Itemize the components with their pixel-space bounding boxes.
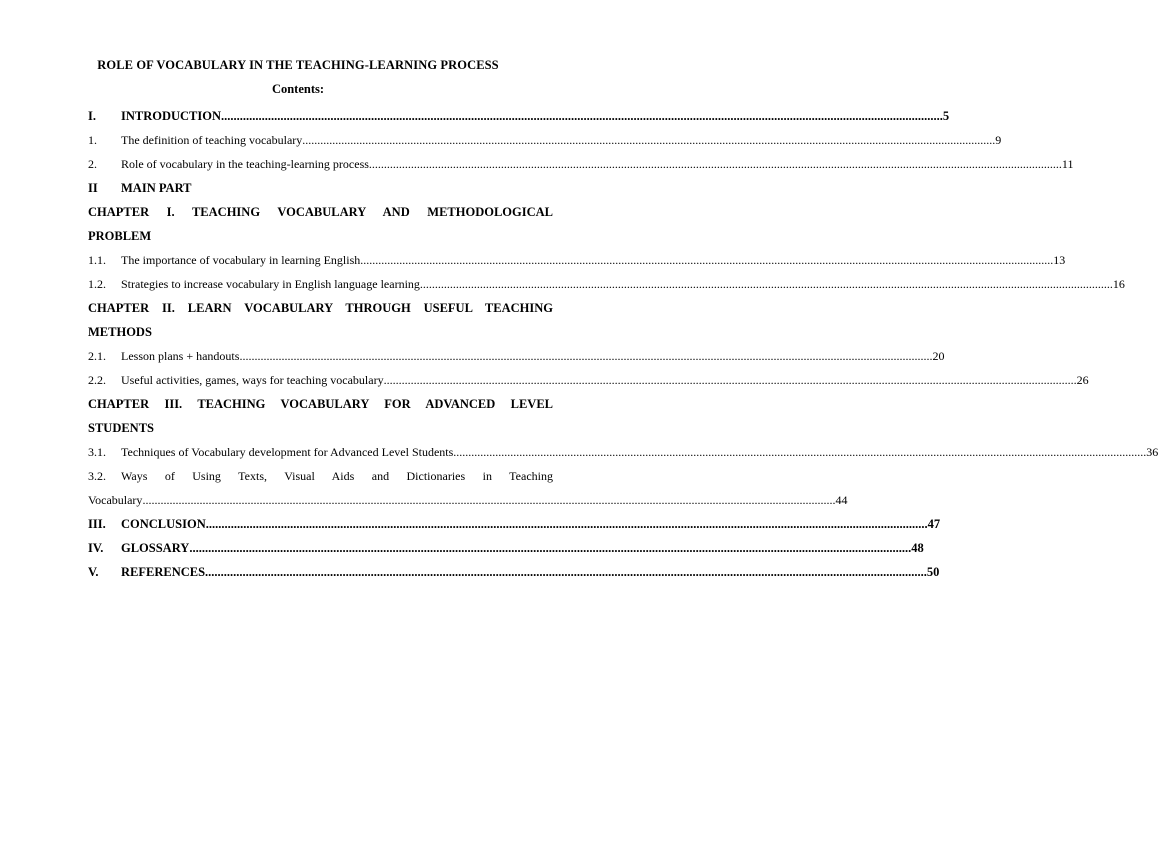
toc-number: 2. <box>88 157 97 171</box>
toc-label: Role of vocabulary in the teaching-learning process <box>121 157 369 171</box>
toc-number: III. <box>88 517 106 531</box>
toc-page-number: 13 <box>1053 253 1066 267</box>
toc-page-number: 44 <box>835 493 848 507</box>
toc-entry-role[interactable] <box>88 152 1074 176</box>
toc-leader-dots <box>206 512 928 536</box>
toc-leader-dots <box>189 536 911 560</box>
toc-leader-dots <box>360 248 1053 272</box>
toc-number: 1.1. <box>88 253 106 267</box>
toc-number: I. <box>88 109 96 123</box>
toc-label: INTRODUCTION <box>121 109 222 123</box>
chapter-title-line: CHAPTER III. TEACHING VOCABULARY FOR ADVANCED LEVEL <box>88 397 553 411</box>
toc-entry-importance[interactable] <box>88 248 1066 272</box>
toc-page-number: 5 <box>942 109 950 123</box>
document-title: ROLE OF VOCABULARY IN THE TEACHING-LEARNING PROCESS <box>97 58 499 72</box>
toc-number: 1.2. <box>88 277 106 291</box>
toc-label: Lesson plans + handouts <box>121 349 240 363</box>
toc-chapter-3[interactable] <box>88 392 553 440</box>
toc-page-number: 48 <box>911 541 924 555</box>
toc-leader-dots <box>239 344 932 368</box>
contents-heading: Contents: <box>271 82 325 96</box>
table-of-contents <box>88 104 1158 584</box>
toc-label: Useful activities, games, ways for teaching vocabulary <box>121 373 384 387</box>
toc-label: The definition of teaching vocabulary <box>121 133 303 147</box>
toc-chapter-2[interactable] <box>88 296 553 344</box>
chapter-title-line: CHAPTER II. LEARN VOCABULARY THROUGH USEFUL TEACHING <box>88 301 553 315</box>
toc-number: II <box>88 181 98 195</box>
chapter-title-line: STUDENTS <box>88 421 154 435</box>
toc-label: MAIN PART <box>121 181 192 195</box>
toc-page-number: 36 <box>1146 445 1158 459</box>
toc-page-number: 20 <box>932 349 945 363</box>
toc-page-number: 26 <box>1076 373 1089 387</box>
chapter-title-line: CHAPTER I. TEACHING VOCABULARY AND METHODOLOGICAL <box>88 205 553 219</box>
toc-number: 1. <box>88 133 97 147</box>
toc-page-number: 16 <box>1112 277 1125 291</box>
chapter-title-line: METHODS <box>88 325 152 339</box>
toc-number: IV. <box>88 541 104 555</box>
toc-number: 2.2. <box>88 373 106 387</box>
toc-entry-activities[interactable] <box>88 368 1089 392</box>
toc-entry-definition[interactable] <box>88 128 1002 152</box>
toc-label: Ways of Using Texts, Visual Aids and Dictionaries in Teaching <box>121 469 553 483</box>
chapter-title-line: PROBLEM <box>88 229 152 243</box>
toc-number: V. <box>88 565 99 579</box>
toc-label: The importance of vocabulary in learning English <box>121 253 361 267</box>
toc-label: REFERENCES <box>121 565 206 579</box>
toc-entry-introduction[interactable] <box>88 104 950 128</box>
toc-page-number: 9 <box>995 133 1002 147</box>
toc-label: Techniques of Vocabulary development for Advanced Level Students <box>121 445 454 459</box>
toc-leader-dots <box>420 272 1113 296</box>
toc-entry-glossary[interactable] <box>88 536 924 560</box>
toc-leader-dots <box>384 368 1077 392</box>
toc-entry-ways-of-using[interactable] <box>88 464 848 512</box>
toc-number: 3.2. <box>88 469 106 483</box>
toc-entry-references[interactable] <box>88 560 940 584</box>
toc-label-continued: Vocabulary <box>88 493 143 507</box>
toc-label: CONCLUSION <box>121 517 206 531</box>
toc-chapter-1[interactable] <box>88 200 553 248</box>
toc-leader-dots <box>369 152 1062 176</box>
toc-leader-dots <box>205 560 927 584</box>
toc-page-number: 47 <box>927 517 941 531</box>
toc-entry-techniques[interactable] <box>88 440 1158 464</box>
toc-entry-strategies[interactable] <box>88 272 1125 296</box>
toc-number: 3.1. <box>88 445 106 459</box>
toc-leader-dots <box>221 104 943 128</box>
toc-entry-conclusion[interactable] <box>88 512 941 536</box>
toc-leader-dots <box>142 488 835 512</box>
toc-label: Strategies to increase vocabulary in English language learning <box>121 277 420 291</box>
toc-page-number: 11 <box>1061 157 1074 171</box>
toc-leader-dots <box>453 440 1146 464</box>
toc-leader-dots <box>302 128 995 152</box>
toc-page-number: 50 <box>926 565 940 579</box>
toc-label: GLOSSARY <box>121 541 190 555</box>
toc-entry-lesson-plans[interactable] <box>88 344 945 368</box>
toc-number: 2.1. <box>88 349 106 363</box>
toc-entry-main-part[interactable] <box>88 176 553 200</box>
